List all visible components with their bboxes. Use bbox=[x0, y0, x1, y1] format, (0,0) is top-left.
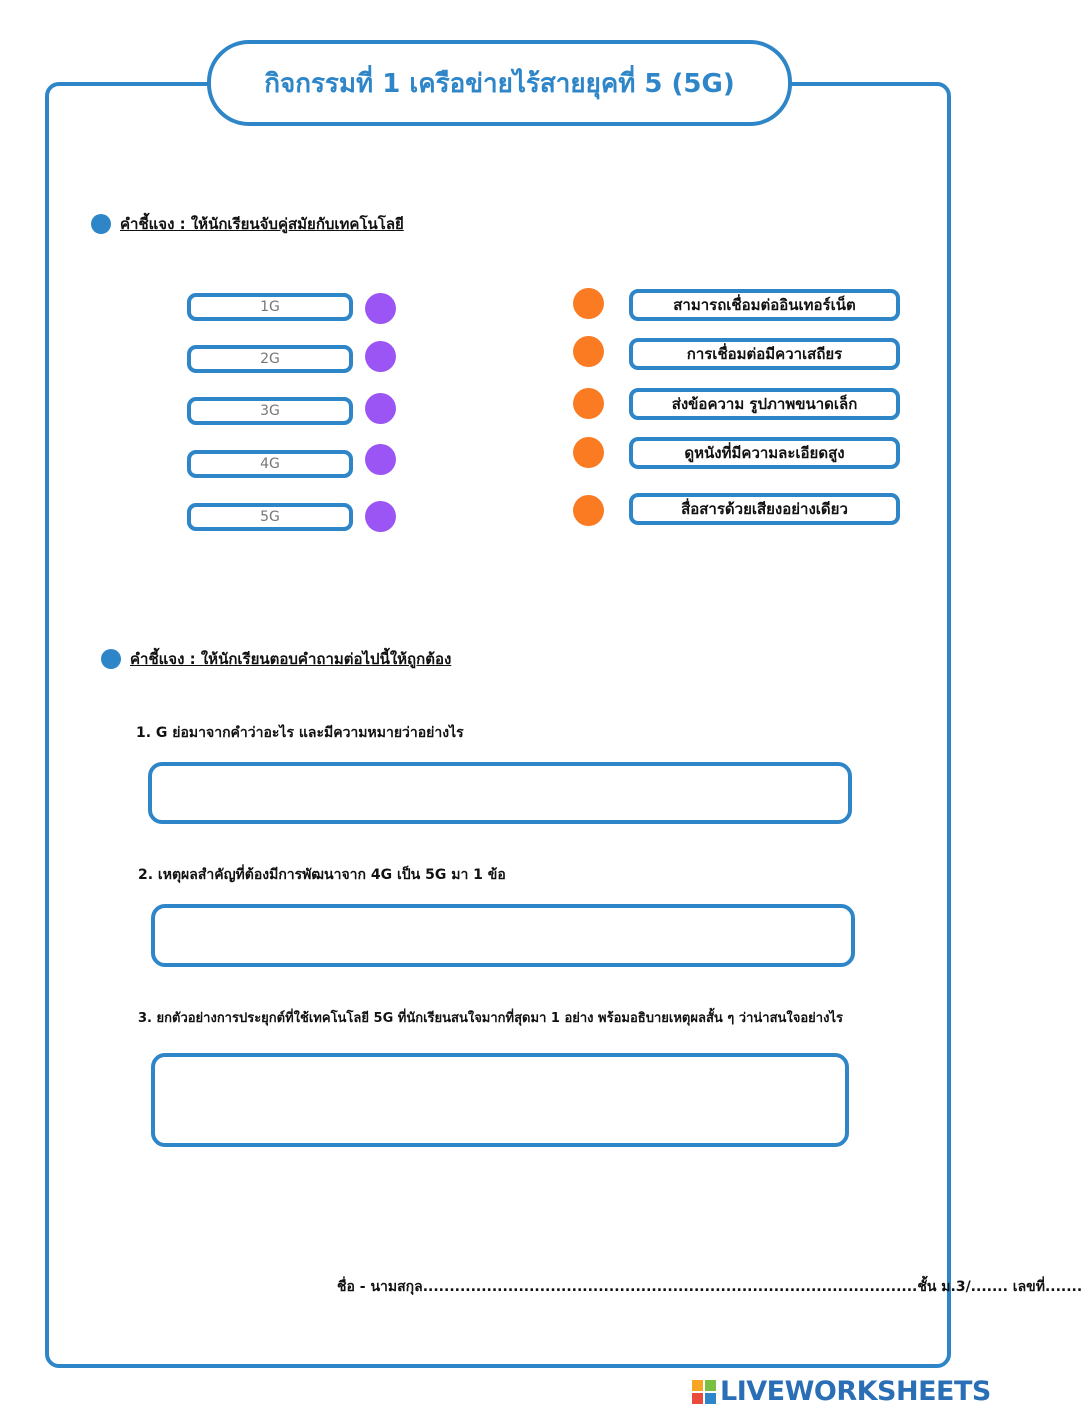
match-dot-left-1[interactable] bbox=[365, 293, 396, 324]
answer-field-3[interactable] bbox=[151, 1053, 849, 1147]
generation-box-5g[interactable] bbox=[187, 503, 353, 531]
feature-label: ส่งข้อความ รูปภาพขนาดเล็ก bbox=[671, 395, 858, 413]
bullet-icon bbox=[91, 214, 111, 234]
match-dot-right-3[interactable] bbox=[573, 388, 604, 419]
instruction-questions bbox=[101, 647, 451, 671]
generation-label: 1G bbox=[260, 299, 280, 315]
feature-label: สื่อสารด้วยเสียงอย่างเดียว bbox=[681, 500, 848, 518]
brand-grid-icon bbox=[692, 1380, 716, 1404]
question-1: 1. G ย่อมาจากคำว่าอะไร และมีความหมายว่าอย่างไร bbox=[136, 725, 464, 741]
feature-box-4[interactable] bbox=[629, 437, 900, 469]
feature-box-1[interactable] bbox=[629, 289, 900, 321]
match-dot-right-4[interactable] bbox=[573, 437, 604, 468]
question-3: 3. ยกตัวอย่างการประยุกต์ที่ใช้เทคโนโลยี 5G ที่นักเรียนสนใจมากที่สุดมา 1 อย่าง พร้อมอธิบายเหตุผลสั้น ๆ ว่าน่าสนใจอย่างไร bbox=[138, 1011, 843, 1026]
feature-box-2[interactable] bbox=[629, 338, 900, 370]
generation-label: 3G bbox=[260, 403, 280, 419]
feature-label: ดูหนังที่มีความละเอียดสูง bbox=[684, 444, 845, 462]
generation-box-3g[interactable] bbox=[187, 397, 353, 425]
answer-field-1[interactable] bbox=[148, 762, 852, 824]
worksheet-title bbox=[207, 40, 792, 126]
bullet-icon bbox=[101, 649, 121, 669]
match-dot-right-5[interactable] bbox=[573, 495, 604, 526]
feature-label: การเชื่อมต่อมีควาเสถียร bbox=[686, 345, 843, 363]
generation-box-2g[interactable] bbox=[187, 345, 353, 373]
instruction-questions-text: คำชี้แจง : ให้นักเรียนตอบคำถามต่อไปนี้ให้ถูกต้อง bbox=[130, 650, 452, 668]
generation-box-1g[interactable] bbox=[187, 293, 353, 321]
liveworksheets-logo bbox=[692, 1376, 991, 1407]
match-dot-right-2[interactable] bbox=[573, 336, 604, 367]
match-dot-right-1[interactable] bbox=[573, 288, 604, 319]
match-dot-left-5[interactable] bbox=[365, 501, 396, 532]
generation-label: 4G bbox=[260, 456, 280, 472]
generation-label: 5G bbox=[260, 509, 280, 525]
feature-label: สามารถเชื่อมต่ออินเทอร์เน็ต bbox=[673, 296, 856, 314]
brand-text: LIVEWORKSHEETS bbox=[720, 1376, 991, 1407]
student-info-line: ชื่อ - นามสกุล.............................................................................................ชั้น ม.3/....... เลขที่....... bbox=[337, 1279, 1082, 1295]
match-dot-left-4[interactable] bbox=[365, 444, 396, 475]
feature-box-3[interactable] bbox=[629, 388, 900, 420]
answer-field-2[interactable] bbox=[151, 904, 855, 967]
match-dot-left-2[interactable] bbox=[365, 341, 396, 372]
instruction-matching-text: คำชี้แจง : ให้นักเรียนจับคู่สมัยกับเทคโนโลยี bbox=[120, 215, 404, 233]
generation-label: 2G bbox=[260, 351, 280, 367]
question-2: 2. เหตุผลสำคัญที่ต้องมีการพัฒนาจาก 4G เป็น 5G มา 1 ข้อ bbox=[138, 867, 506, 883]
match-dot-left-3[interactable] bbox=[365, 393, 396, 424]
feature-box-5[interactable] bbox=[629, 493, 900, 525]
instruction-matching bbox=[91, 212, 404, 236]
title-text: กิจกรรมที่ 1 เครือข่ายไร้สายยุคที่ 5 (5G) bbox=[264, 68, 735, 99]
generation-box-4g[interactable] bbox=[187, 450, 353, 478]
